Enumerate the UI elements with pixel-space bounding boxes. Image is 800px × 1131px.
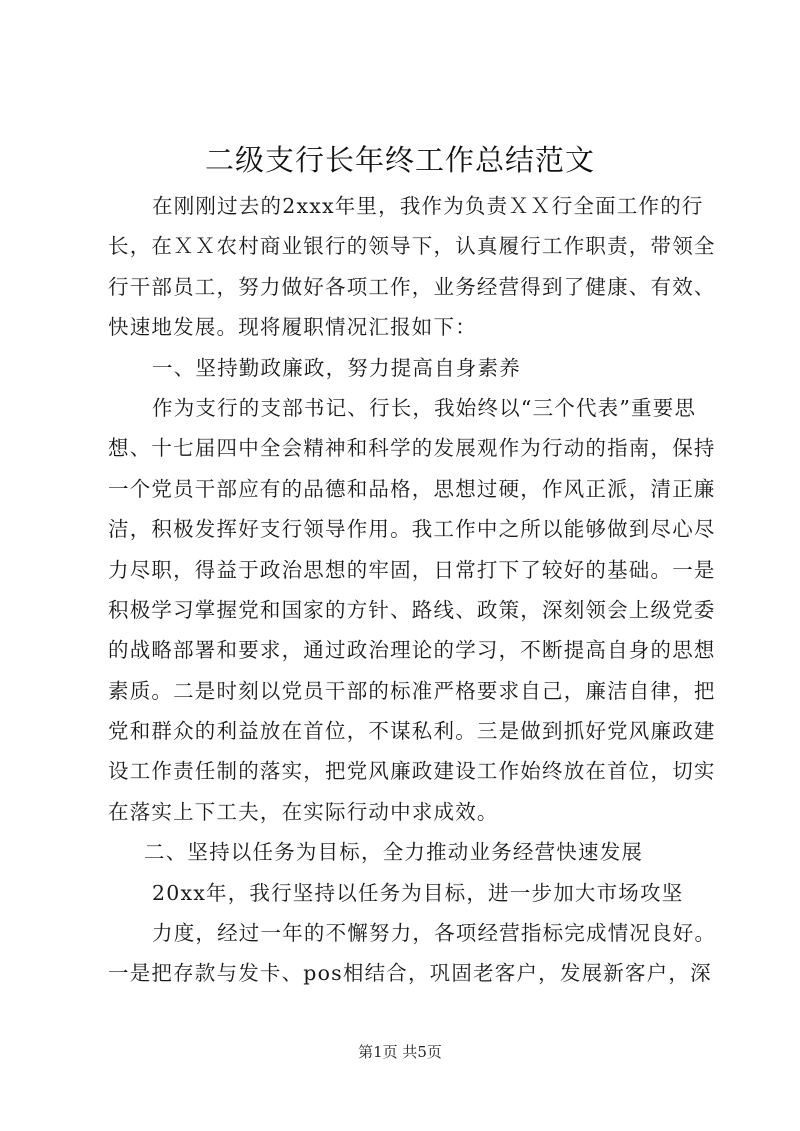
paragraph-line: 作为支行的支部书记、行长，我始终以“三个代表”重要思 (152, 395, 697, 420)
paragraph-line: 素质。二是时刻以党员干部的标准严格要求自己，廉洁自律，把 (108, 678, 716, 703)
paragraph-line: 一是把存款与发卡、pos相结合，巩固老客户，发展新客户，深 (108, 961, 712, 986)
paragraph-line: 设工作责任制的落实，把党风廉政建设工作始终放在首位，切实 (108, 759, 716, 784)
paragraph-line: 力尽职，得益于政治思想的牢固，日常打下了较好的基础。一是 (108, 557, 716, 582)
paragraph-line: 20xx年，我行坚持以任务为目标，进一步加大市场攻坚 (152, 880, 684, 905)
paragraph-line: 力度，经过一年的不懈努力，各项经营指标完成情况良好。 (152, 921, 717, 946)
section-heading: 一、坚持勤政廉政，努力提高自身素养 (152, 355, 521, 380)
paragraph-line: 长，在ＸＸ农村商业银行的领导下，认真履行工作职责，带领全 (108, 234, 716, 259)
paragraph-line: 想、十七届四中全会精神和科学的发展观作为行动的指南，保持 (108, 436, 716, 461)
paragraph-line: 快速地发展。现将履职情况汇报如下： (108, 315, 477, 340)
section-heading: 二、坚持以任务为目标，全力推动业务经营快速发展 (144, 840, 644, 865)
page-footer: 第1页 共5页 (358, 1043, 442, 1061)
paragraph-line: 在落实上下工夫，在实际行动中求成效。 (108, 799, 499, 824)
paragraph-line: 积极学习掌握党和国家的方针、路线、政策，深刻领会上级党委 (108, 597, 716, 622)
document-body (108, 186, 717, 994)
paragraph-line: 在刚刚过去的2xxx年里，我作为负责ＸＸ行全面工作的行 (152, 194, 704, 218)
paragraph-line: 洁，积极发挥好支行领导作用。我工作中之所以能够做到尽心尽 (108, 517, 716, 542)
paragraph-line: 党和群众的利益放在首位，不谋私利。三是做到抓好党风廉政建 (108, 719, 716, 744)
paragraph-line: 行干部员工，努力做好各项工作，业务经营得到了健康、有效、 (108, 274, 716, 299)
paragraph-line: 的战略部署和要求，通过政治理论的学习，不断提高自身的思想 (108, 638, 716, 663)
document-title: 二级支行长年终工作总结范文 (204, 143, 595, 177)
paragraph-line: 一个党员干部应有的品德和品格，思想过硬，作风正派，清正廉 (108, 476, 716, 501)
